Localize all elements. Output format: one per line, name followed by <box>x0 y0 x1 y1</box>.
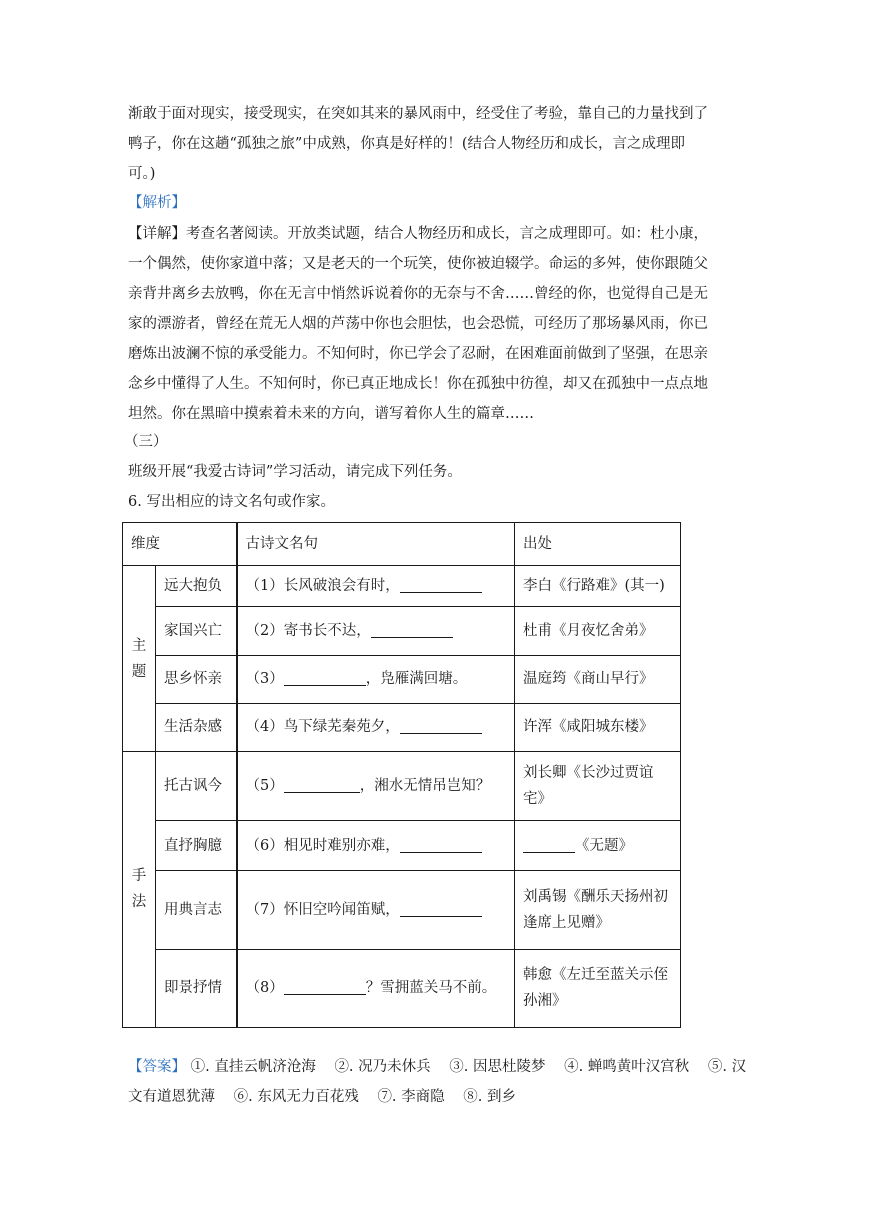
intro-line: 渐敢于面对现实，接受现实，在突如其来的暴风雨中，经受住了考验，靠自己的力量找到了 <box>128 106 708 122</box>
analysis-heading: 【解析】 <box>128 195 186 211</box>
table-row <box>123 949 681 1027</box>
source-cell: 韩愈《左迁至蓝关示侄孙湘》 <box>515 949 681 1027</box>
answer-item: ②. 况乃未休兵 <box>334 1059 431 1075</box>
verse-cell: （3） ，凫雁满回塘。 <box>237 655 515 703</box>
answer-blank[interactable] <box>284 980 366 996</box>
answer-label: 【答案】 <box>128 1059 186 1075</box>
verse-cell: （1）长风破浪会有时， <box>237 566 515 607</box>
detail-line: 磨炼出波澜不惊的承受能力。不知何时，你已学会了忍耐，在困难面前做到了坚强，在思亲 <box>128 346 708 362</box>
answer-item: ③. 因思杜陵梦 <box>449 1059 546 1075</box>
answer-paragraph <box>128 1052 748 1112</box>
section-number: （三） <box>124 434 168 450</box>
verse-cell: （5） ，湘水无情吊岂知？ <box>237 751 515 820</box>
verse-cell: （8） ？雪拥蓝关马不前。 <box>237 949 515 1027</box>
sub-dimension: 直抒胸臆 <box>156 821 237 871</box>
source-cell: 《无题》 <box>515 821 681 871</box>
header-line: 古诗文名句 <box>237 523 515 566</box>
detail-line: 家的漂游者，曾经在荒无人烟的芦荡中你也会胆怯，也会恐慌，可经历了那场暴风雨，你已 <box>128 316 708 332</box>
sub-dimension: 思乡怀亲 <box>156 655 237 703</box>
answer-blank[interactable] <box>400 901 482 917</box>
answer-blank[interactable] <box>400 719 482 735</box>
source-cell: 许浑《咸阳城东楼》 <box>515 703 681 751</box>
answer-item: ⑦. 李商隐 <box>377 1089 445 1105</box>
table-header-row <box>123 523 681 566</box>
table-row <box>123 751 681 820</box>
sub-dimension: 托古讽今 <box>156 751 237 820</box>
source-cell: 杜甫《月夜忆舍弟》 <box>515 607 681 655</box>
detail-line: 坦然。你在黑暗中摸索着未来的方向，谱写着你人生的篇章…… <box>128 406 534 422</box>
source-cell: 刘禹锡《酬乐天扬州初逢席上见赠》 <box>515 871 681 949</box>
detail-line: 一个偶然，使你家道中落；又是老天的一个玩笑，使你被迫辍学。命运的多舛，使你跟随父 <box>128 256 708 272</box>
verse-cell: （7）怀旧空吟闻笛赋， <box>237 871 515 949</box>
group-label: 主题 <box>123 566 156 752</box>
table-row <box>123 566 681 607</box>
detail-line: 考查名著阅读。开放类试题，结合人物经历和成长，言之成理即可。如：杜小康， <box>186 226 708 242</box>
answer-item: ⑧. 到乡 <box>463 1089 516 1105</box>
author-blank[interactable] <box>523 837 575 853</box>
source-cell: 李白《行路难》(其一) <box>515 566 681 607</box>
answer-item: ⑥. 东风无力百花残 <box>233 1089 359 1105</box>
detail-label: 【详解】 <box>128 226 186 242</box>
verse-cell: （6）相见时难别亦难， <box>237 821 515 871</box>
poetry-table <box>122 522 681 1028</box>
intro-line: 鸭子，你在这趟“孤独之旅”中成熟，你真是好样的！(结合人物经历和成长，言之成理即 <box>128 136 685 152</box>
question-title: 6. 写出相应的诗文名句或作家。 <box>128 494 335 510</box>
answer-item: ④. 蝉鸣黄叶汉宫秋 <box>564 1059 690 1075</box>
answer-item: ①. 直挂云帆济沧海 <box>190 1059 316 1075</box>
detail-paragraph <box>128 219 748 429</box>
sub-dimension: 家国兴亡 <box>156 607 237 655</box>
answer-item: ⑤. 汉文有道恩犹薄 <box>128 1059 747 1105</box>
answer-blank[interactable] <box>400 837 482 853</box>
intro-paragraph <box>128 99 748 189</box>
detail-line: 念乡中懂得了人生。不知何时，你已真正地成长！你在孤独中彷徨，却又在孤独中一点点地 <box>128 376 708 392</box>
sub-dimension: 即景抒情 <box>156 949 237 1027</box>
source-cell: 刘长卿《长沙过贾谊宅》 <box>515 751 681 820</box>
group-label: 手法 <box>123 751 156 1027</box>
answer-blank[interactable] <box>284 671 366 687</box>
header-source: 出处 <box>515 523 681 566</box>
table-row <box>123 703 681 751</box>
detail-line: 亲背井离乡去放鸭，你在无言中悄然诉说着你的无奈与不舍……曾经的你，也觉得自己是无 <box>128 286 708 302</box>
answer-blank[interactable] <box>371 622 453 638</box>
sub-dimension: 远大抱负 <box>156 566 237 607</box>
intro-line: 可。) <box>128 166 156 182</box>
table-row <box>123 655 681 703</box>
header-dimension: 维度 <box>123 523 237 566</box>
answer-blank[interactable] <box>284 778 360 794</box>
verse-cell: （4）鸟下绿芜秦苑夕， <box>237 703 515 751</box>
sub-dimension: 生活杂感 <box>156 703 237 751</box>
table-row <box>123 821 681 871</box>
section-intro: 班级开展“我爱古诗词”学习活动，请完成下列任务。 <box>128 464 462 480</box>
answer-blank[interactable] <box>400 578 482 594</box>
verse-cell: （2）寄书长不达， <box>237 607 515 655</box>
source-cell: 温庭筠《商山早行》 <box>515 655 681 703</box>
table-row <box>123 871 681 949</box>
sub-dimension: 用典言志 <box>156 871 237 949</box>
table-row <box>123 607 681 655</box>
